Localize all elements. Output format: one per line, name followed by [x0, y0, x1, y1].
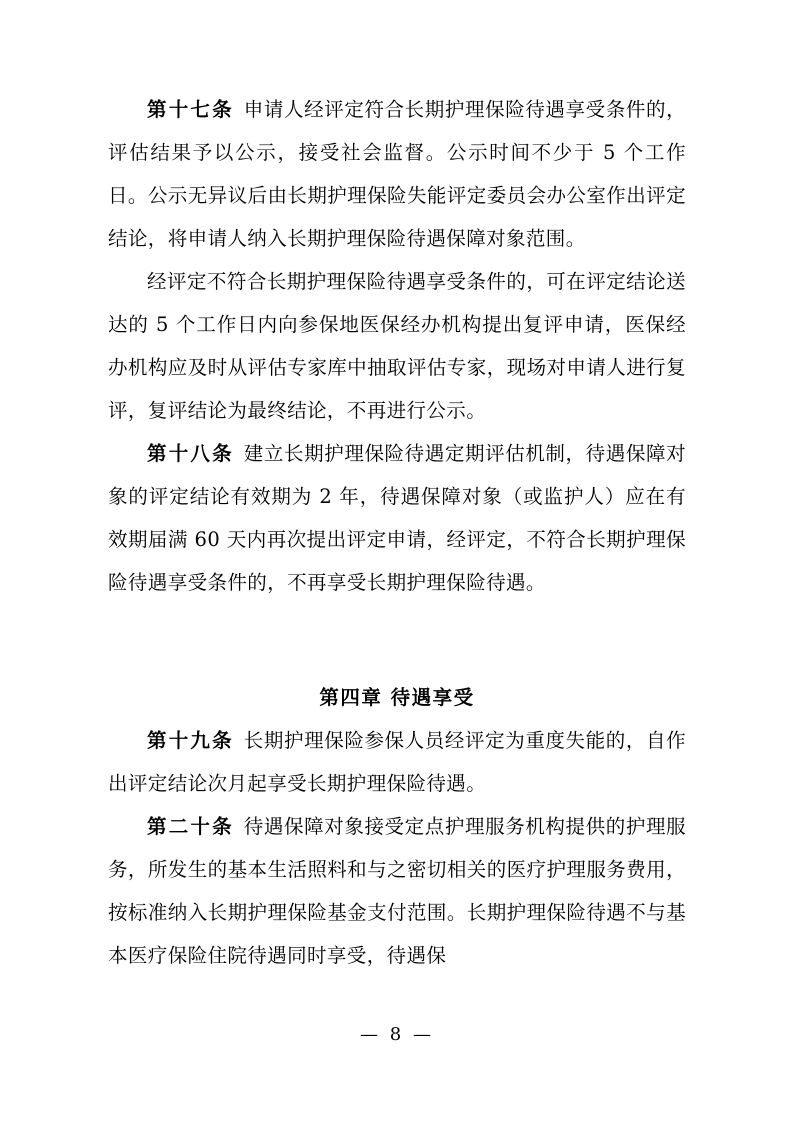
article-label: 第十九条 [147, 729, 234, 752]
paragraph-article-18 [108, 432, 686, 604]
chapter-heading: 第四章 待遇享受 [319, 686, 475, 709]
paragraph-text: 待遇保障对象接受定点护理服务机构提供的护理服务，所发生的基本生活照料和与之密切相关的医疗护理服务费用，按标准纳入长期护理保险基金支付范围。长期护理保险待遇不与基本医疗保险住院待遇同时享受，待遇保 [108, 815, 686, 967]
section-spacer [108, 604, 686, 634]
paragraph-article-17 [108, 88, 686, 260]
page-body [108, 88, 686, 977]
paragraph-text: 经评定不符合长期护理保险待遇享受条件的，可在评定结论送达的 5 个工作日内向参保地医保经办机构提出复评申请，医保经办机构应及时从评估专家库中抽取评估专家，现场对申请人进行复评，复评结论为最终结论，不再进行公示。 [108, 270, 686, 422]
paragraph-article-19 [108, 719, 686, 805]
article-label: 第十七条 [147, 98, 234, 121]
paragraph-article-17-second [108, 260, 686, 432]
page-number: — 8 — [360, 1024, 434, 1045]
article-label: 第二十条 [147, 815, 234, 838]
paragraph-text: 长期护理保险参保人员经评定为重度失能的，自作出评定结论次月起享受长期护理保险待遇。 [108, 729, 686, 795]
paragraph-text: 申请人经评定符合长期护理保险待遇享受条件的，评估结果予以公示，接受社会监督。公示时间不少于 5 个工作日。公示无异议后由长期护理保险失能评定委员会办公室作出评定结论，将申请人纳入长期护理保险待遇保障对象范围。 [108, 98, 686, 250]
article-label: 第十八条 [147, 442, 234, 465]
paragraph-article-20 [108, 805, 686, 977]
paragraph-text: 建立长期护理保险待遇定期评估机制，待遇保障对象的评定结论有效期为 2 年，待遇保障对象（或监护人）应在有效期届满 60 天内再次提出评定申请，经评定，不符合长期护理保险待遇享受条件的，不再享受长期护理保险待遇。 [108, 442, 686, 594]
